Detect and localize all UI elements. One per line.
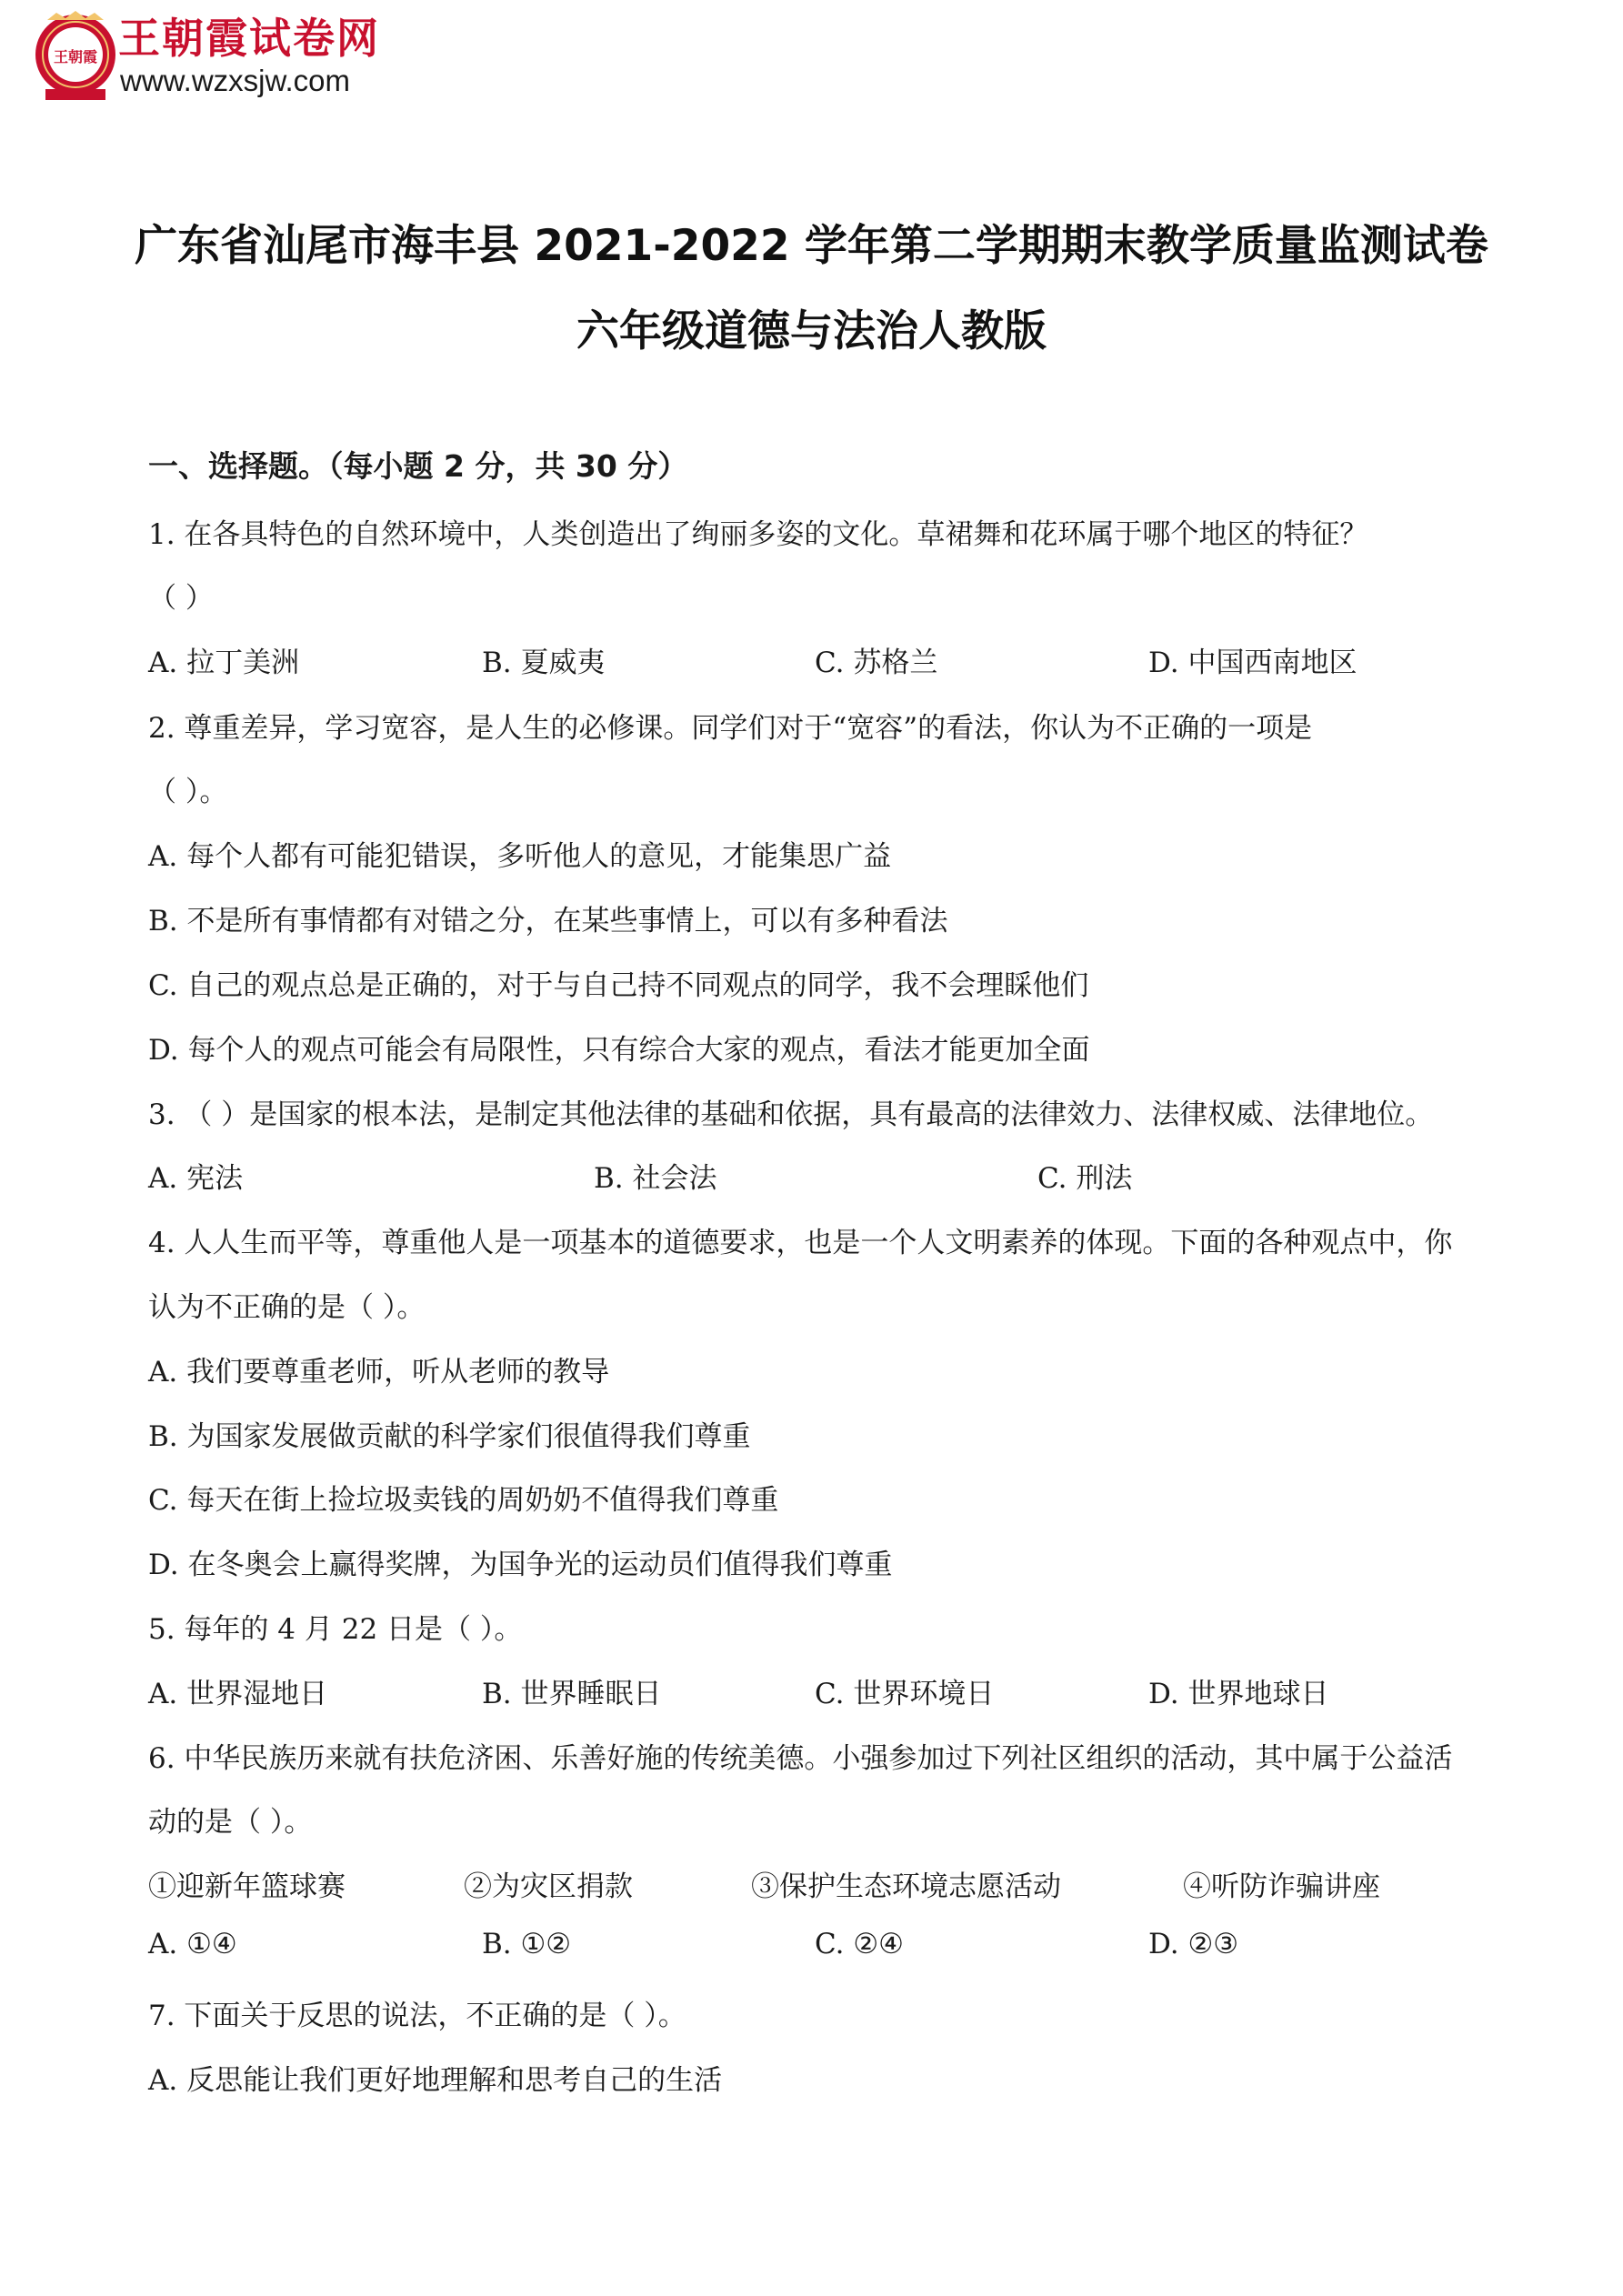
- exam-subtitle: 六年级道德与法治人教版: [576, 306, 1047, 356]
- question-1-option-c: C. 苏格兰: [815, 647, 938, 679]
- question-1-option-d: D. 中国西南地区: [1148, 647, 1358, 679]
- question-6-item-4: ④听防诈骗讲座: [1183, 1870, 1380, 1903]
- question-6-item-2: ②为灾区捐款: [464, 1870, 633, 1903]
- question-1-option-a: A. 拉丁美洲: [148, 647, 300, 679]
- question-7-stem: 7. 下面关于反思的说法，不正确的是（ ）。: [148, 2000, 686, 2032]
- exam-title: 广东省汕尾市海丰县 2021-2022 学年第二学期期末教学质量监测试卷: [135, 221, 1488, 271]
- question-2-option-c: C. 自己的观点总是正确的，对于与自己持不同观点的同学，我不会理睬他们: [148, 969, 1089, 1002]
- question-4-stem-cont: 认为不正确的是（ ）。: [148, 1291, 426, 1324]
- question-5-option-d: D. 世界地球日: [1148, 1678, 1329, 1710]
- logo-text: 王朝霞: [53, 48, 98, 65]
- question-4-option-a: A. 我们要尊重老师，听从老师的教导: [148, 1356, 610, 1389]
- question-5-option-b: B. 世界睡眠日: [482, 1678, 662, 1710]
- question-5-option-a: A. 世界湿地日: [148, 1678, 328, 1710]
- question-6-item-3: ③保护生态环境志愿活动: [751, 1870, 1061, 1903]
- section-heading: 一、选择题。（每小题 2 分，共 30 分）: [148, 448, 688, 484]
- brand-url[interactable]: www.wzxsjw.com: [120, 64, 351, 97]
- question-1-blank: （ ）: [148, 582, 214, 615]
- question-1-stem: 1. 在各具特色的自然环境中，人类创造出了绚丽多姿的文化。草裙舞和花环属于哪个地区的特征？: [148, 518, 1368, 551]
- question-6-option-d: D. ②③: [1148, 1928, 1239, 1960]
- question-3-stem: 3. （ ）是国家的根本法，是制定其他法律的基础和依据，具有最高的法律效力、法律权威、法律地位。: [148, 1098, 1434, 1131]
- question-4-option-b: B. 为国家发展做贡献的科学家们很值得我们尊重: [148, 1420, 751, 1453]
- question-2-option-b: B. 不是所有事情都有对错之分，在某些事情上，可以有多种看法: [148, 905, 948, 937]
- question-2-option-a: A. 每个人都有可能犯错误，多听他人的意见，才能集思广益: [148, 840, 892, 873]
- question-1-option-b: B. 夏威夷: [482, 647, 606, 679]
- question-4-option-d: D. 在冬奥会上赢得奖牌，为国争光的运动员们值得我们尊重: [148, 1549, 893, 1581]
- question-6-stem-cont: 动的是（ ）。: [148, 1806, 313, 1839]
- question-6-item-1: ①迎新年篮球赛: [148, 1870, 346, 1903]
- question-3-option-a: A. 宪法: [148, 1162, 244, 1195]
- brand-name: 王朝霞试卷网: [118, 14, 380, 63]
- question-2-option-d: D. 每个人的观点可能会有局限性，只有综合大家的观点，看法才能更加全面: [148, 1034, 1090, 1067]
- question-5-stem: 5. 每年的 4 月 22 日是（ ）。: [148, 1613, 523, 1646]
- question-4-stem: 4. 人人生而平等，尊重他人是一项基本的道德要求，也是一个人文明素养的体现。下面的各种观点中，你: [148, 1227, 1453, 1259]
- brand-logo: [25, 9, 125, 109]
- question-6-option-b: B. ①②: [482, 1928, 572, 1960]
- question-3-option-c: C. 刑法: [1037, 1162, 1133, 1195]
- question-3-option-b: B. 社会法: [594, 1162, 717, 1195]
- question-6-option-a: A. ①④: [148, 1928, 237, 1960]
- question-2-stem: 2. 尊重差异，学习宽容，是人生的必修课。同学们对于“宽容”的看法，你认为不正确的一项是: [148, 712, 1313, 745]
- question-5-option-c: C. 世界环境日: [815, 1678, 995, 1710]
- question-2-blank: （ ）。: [148, 776, 228, 808]
- question-6-stem: 6. 中华民族历来就有扶危济困、乐善好施的传统美德。小强参加过下列社区组织的活动，其中属于公益活: [148, 1742, 1453, 1775]
- question-7-option-a: A. 反思能让我们更好地理解和思考自己的生活: [148, 2064, 723, 2097]
- question-4-option-c: C. 每天在街上捡垃圾卖钱的周奶奶不值得我们尊重: [148, 1484, 779, 1517]
- question-6-option-c: C. ②④: [815, 1928, 904, 1960]
